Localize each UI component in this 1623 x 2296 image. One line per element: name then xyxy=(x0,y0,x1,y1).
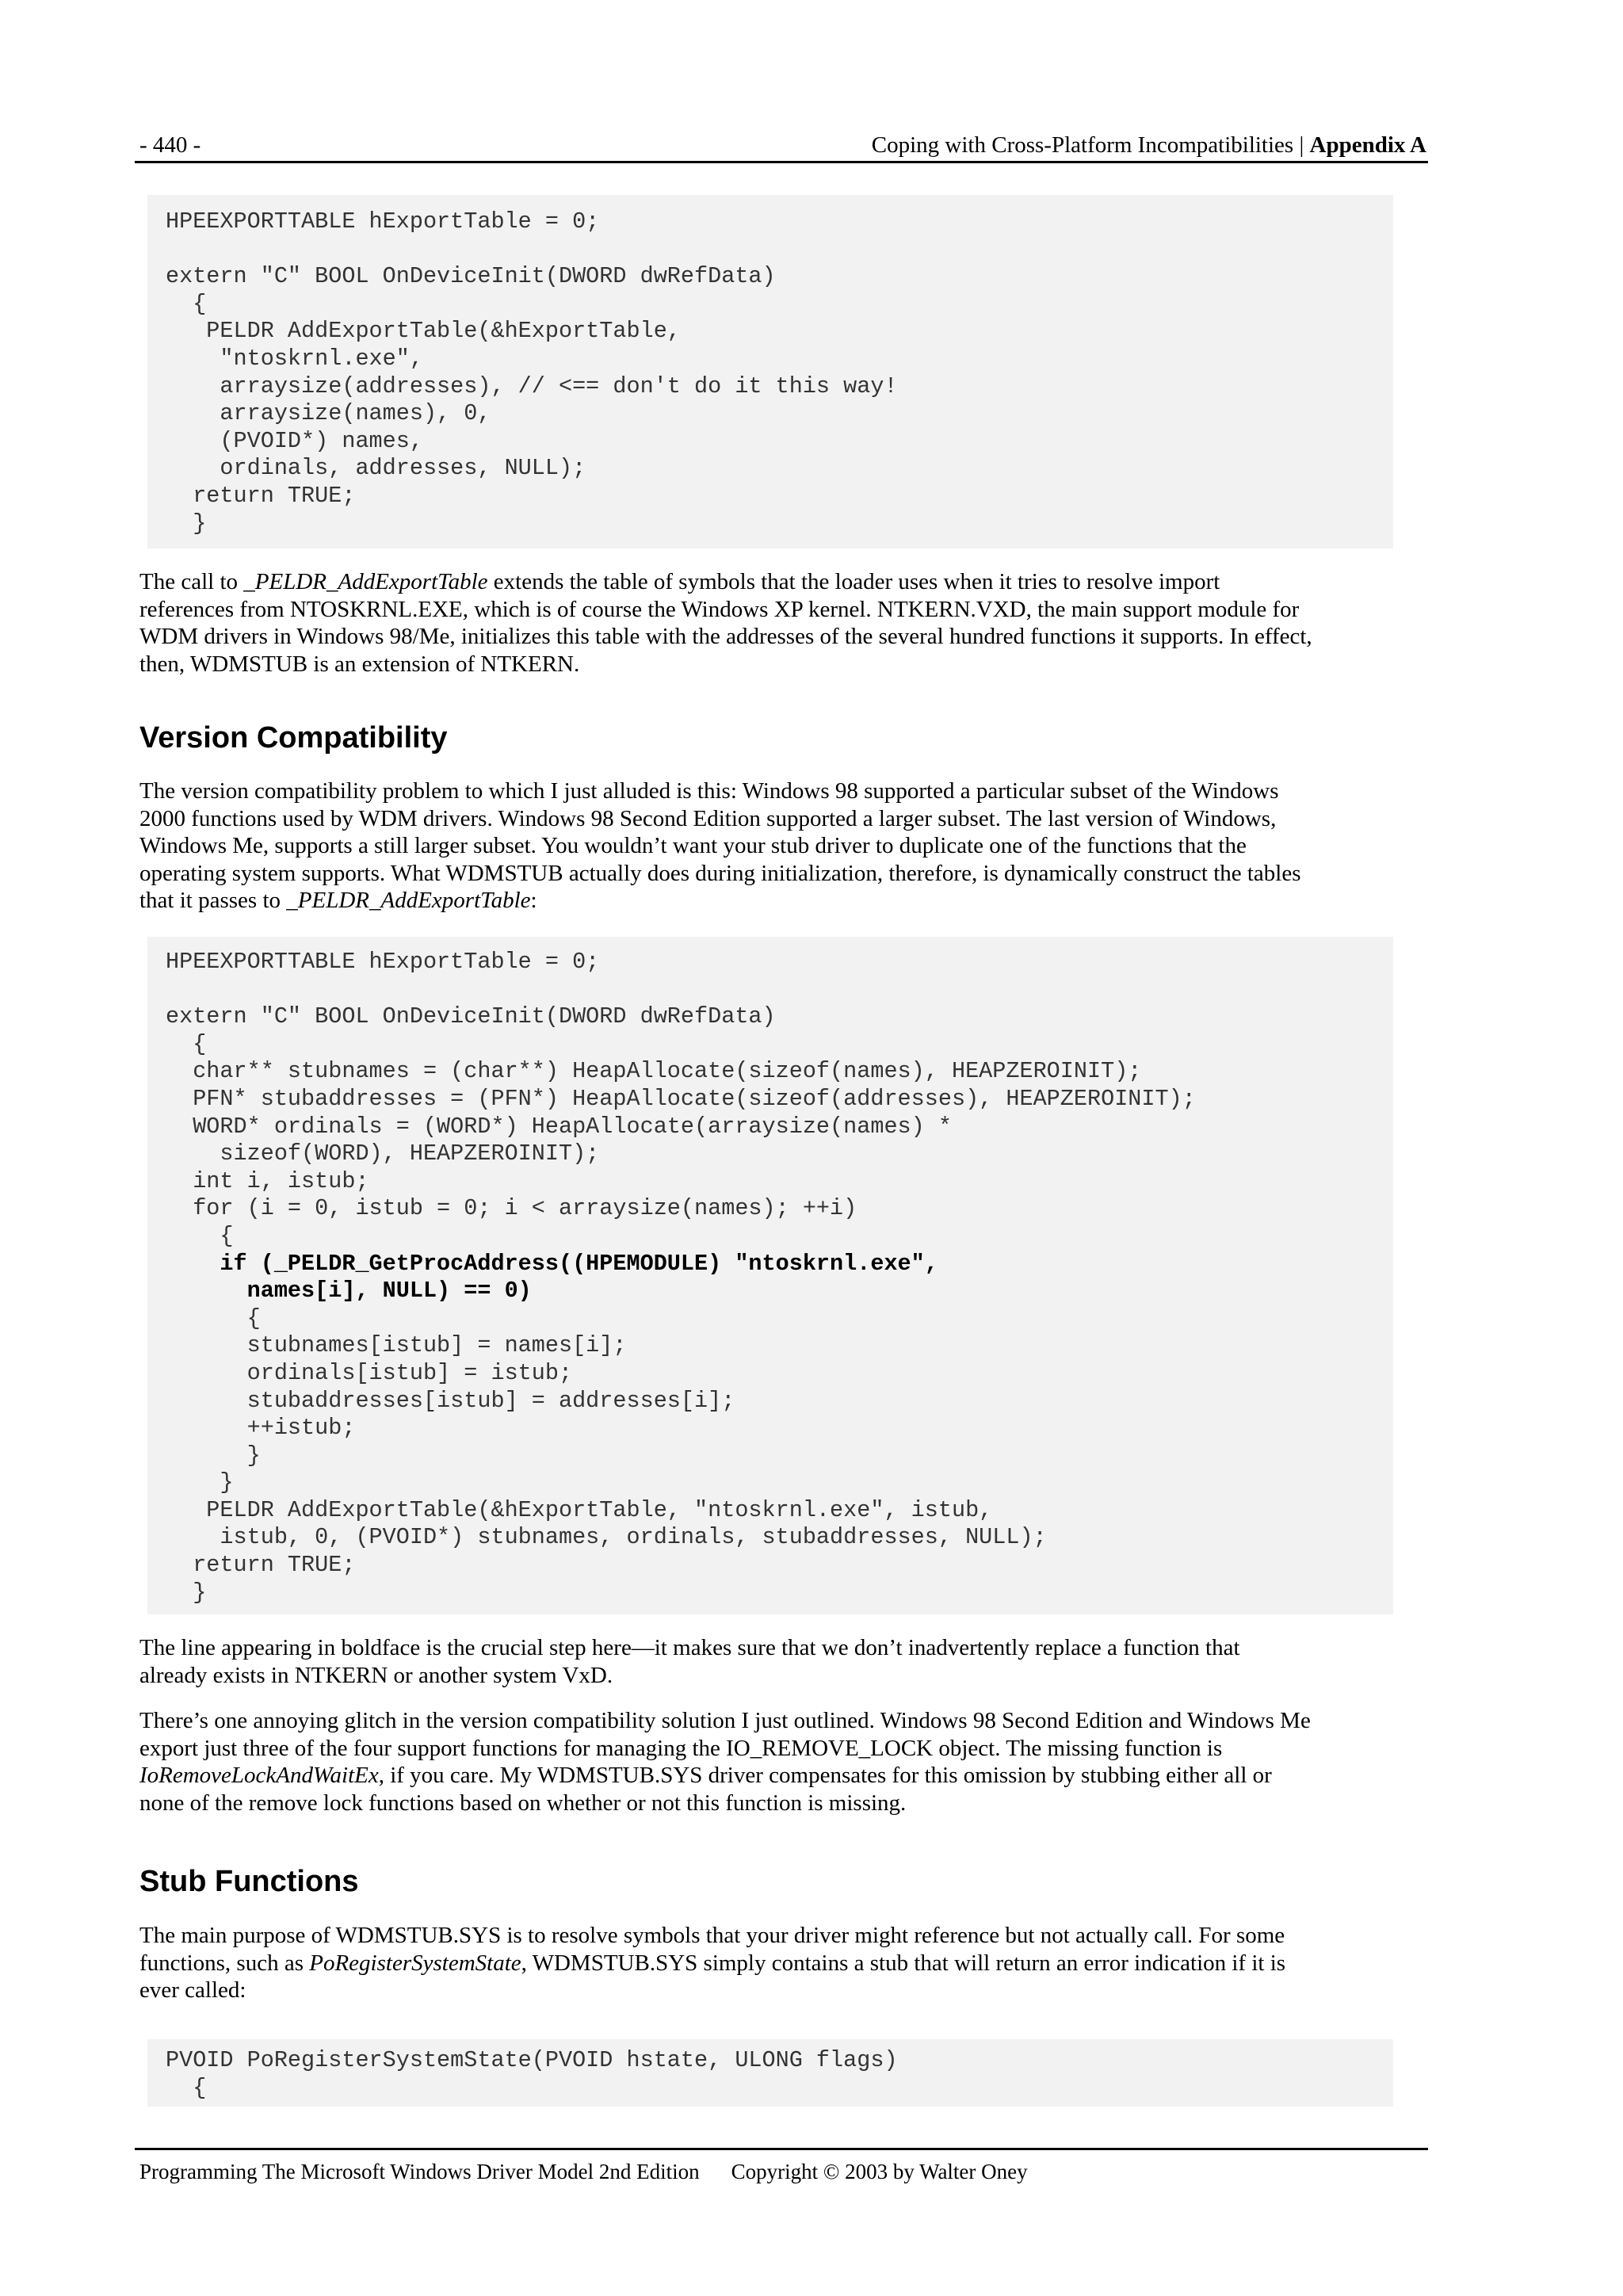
page-footer xyxy=(139,2157,1028,2186)
code-line xyxy=(166,976,1393,1004)
code-line: char** stubnames = (char**) HeapAllocate(sizeof(names), HEAPZEROINIT); xyxy=(166,1058,1142,1085)
paragraph-line: The version compatibility problem to which I just alluded is this: Windows 98 supported a particular subset of the Windows xyxy=(139,778,1279,804)
paragraph-line: operating system supports. What WDMSTUB actually does during initialization, therefore, is dynamically construct the tables xyxy=(139,860,1301,886)
code-line: } xyxy=(166,1469,234,1496)
code-line: ++istub; xyxy=(166,1415,356,1442)
paragraph-1 xyxy=(139,568,1407,678)
code-block-3 xyxy=(147,2039,1393,2107)
paragraph-3 xyxy=(139,1634,1407,1689)
code-line: { xyxy=(166,290,207,317)
code-line: extern "C" BOOL OnDeviceInit(DWORD dwRefData) xyxy=(166,263,776,290)
code-line: stubnames[istub] = names[i]; xyxy=(166,1332,627,1359)
code-line: PVOID PoRegisterSystemState(PVOID hstate, ULONG flags) xyxy=(166,2047,898,2073)
paragraph-text: functions, such as xyxy=(139,1950,310,1976)
code-line: stubaddresses[istub] = addresses[i]; xyxy=(166,1387,735,1414)
code-line: return TRUE; xyxy=(166,482,356,509)
code-block-1 xyxy=(147,195,1393,548)
footer-rule xyxy=(135,2148,1428,2150)
code-line: ordinals[istub] = istub; xyxy=(166,1359,573,1386)
code-line: { xyxy=(166,1305,261,1331)
code-line: HPEEXPORTTABLE hExportTable = 0; xyxy=(166,208,600,235)
code-line: PELDR AddExportTable(&hExportTable, "ntoskrnl.exe", istub, xyxy=(166,1496,993,1523)
header-rule xyxy=(135,161,1428,163)
paragraph-line: references from NTOSKRNL.EXE, which is of course the Windows XP kernel. NTKERN.VXD, the main support module for xyxy=(139,596,1300,622)
paragraph-5 xyxy=(139,1922,1407,2004)
paragraph-line: then, WDMSTUB is an extension of NTKERN. xyxy=(139,651,580,677)
code-line: { xyxy=(166,1222,234,1249)
code-line: arraysize(names), 0, xyxy=(166,400,491,427)
paragraph-4 xyxy=(139,1707,1407,1817)
code-line-bold: names[i], NULL) == 0) xyxy=(166,1278,532,1305)
paragraph-text: , WDMSTUB.SYS simply contains a stub that will return an error indication if it is xyxy=(521,1950,1286,1976)
copyright-notice: Copyright © 2003 by Walter Oney xyxy=(731,2160,1028,2183)
code-line: WORD* ordinals = (WORD*) HeapAllocate(arraysize(names) * xyxy=(166,1113,952,1140)
code-line: ordinals, addresses, NULL); xyxy=(166,455,586,482)
running-title-text: Coping with Cross-Platform Incompatibilities | xyxy=(871,132,1310,158)
function-name: _PELDR_AddExportTable xyxy=(243,569,488,594)
paragraph-text: that it passes to xyxy=(139,888,287,913)
function-name: IoRemoveLockAndWaitEx xyxy=(139,1763,379,1788)
paragraph-line: none of the remove lock functions based on whether or not this function is missing. xyxy=(139,1790,907,1816)
paragraph-text: , if you care. My WDMSTUB.SYS driver compensates for this omission by stubbing either all or xyxy=(378,1763,1272,1788)
function-name: PoRegisterSystemState xyxy=(309,1950,521,1976)
section-heading-version-compatibility: Version Compatibility xyxy=(139,721,448,755)
code-line: istub, 0, (PVOID*) stubnames, ordinals, stubaddresses, NULL); xyxy=(166,1524,1047,1551)
page-header xyxy=(139,129,1426,161)
code-line: } xyxy=(166,1579,207,1606)
code-line: sizeof(WORD), HEAPZEROINIT); xyxy=(166,1140,600,1167)
paragraph-text: extends the table of symbols that the loader uses when it tries to resolve import xyxy=(487,569,1220,594)
paragraph-text: : xyxy=(530,888,537,913)
code-block-2 xyxy=(147,937,1393,1614)
section-heading-stub-functions: Stub Functions xyxy=(139,1865,359,1898)
code-line: return TRUE; xyxy=(166,1552,356,1579)
code-line xyxy=(166,236,1393,264)
page-number: - 440 - xyxy=(139,132,201,158)
code-line: arraysize(addresses), // <== don't do it this way! xyxy=(166,372,898,399)
code-line: (PVOID*) names, xyxy=(166,427,423,454)
running-title xyxy=(872,129,1426,161)
code-line: { xyxy=(166,2074,207,2101)
code-line: int i, istub; xyxy=(166,1167,369,1194)
paragraph-line: The main purpose of WDMSTUB.SYS is to resolve symbols that your driver might reference but not actually call. For some xyxy=(139,1923,1285,1948)
code-line: PELDR AddExportTable(&hExportTable, xyxy=(166,318,681,345)
paragraph-line: ever called: xyxy=(139,1977,246,2003)
code-line: PFN* stubaddresses = (PFN*) HeapAllocate(sizeof(addresses), HEAPZEROINIT); xyxy=(166,1085,1196,1112)
paragraph-line: Windows Me, supports a still larger subset. You wouldn’t want your stub driver to duplicate one of the functions that the xyxy=(139,833,1247,858)
code-line: extern "C" BOOL OnDeviceInit(DWORD dwRefData) xyxy=(166,1003,776,1030)
paragraph-line: The line appearing in boldface is the crucial step here—it makes sure that we don’t inadvertently replace a function that xyxy=(139,1635,1240,1660)
code-line: } xyxy=(166,510,207,537)
code-line: HPEEXPORTTABLE hExportTable = 0; xyxy=(166,949,600,975)
paragraph-2 xyxy=(139,777,1407,915)
paragraph-line: WDM drivers in Windows 98/Me, initializes this table with the addresses of the several hundred functions it supports. In effect, xyxy=(139,624,1312,649)
appendix-label: Appendix A xyxy=(1309,132,1426,158)
function-name: _PELDR_AddExportTable xyxy=(286,888,531,913)
code-line: "ntoskrnl.exe", xyxy=(166,345,423,372)
paragraph-line: already exists in NTKERN or another system VxD. xyxy=(139,1662,613,1688)
code-line: for (i = 0, istub = 0; i < arraysize(names); ++i) xyxy=(166,1195,857,1222)
code-line: { xyxy=(166,1030,207,1057)
paragraph-text: The call to xyxy=(139,569,244,594)
code-line: } xyxy=(166,1442,261,1469)
paragraph-line: 2000 functions used by WDM drivers. Windows 98 Second Edition supported a larger subset. The last version of Windows, xyxy=(139,805,1277,831)
code-line-bold: if (_PELDR_GetProcAddress((HPEMODULE) "ntoskrnl.exe", xyxy=(166,1250,938,1277)
book-title: Programming The Microsoft Windows Driver Model 2nd Edition xyxy=(139,2160,700,2183)
paragraph-line: export just three of the four support functions for managing the IO_REMOVE_LOCK object. The missing function is xyxy=(139,1735,1223,1761)
paragraph-line: There’s one annoying glitch in the version compatibility solution I just outlined. Windows 98 Second Edition and Windows Me xyxy=(139,1708,1311,1733)
